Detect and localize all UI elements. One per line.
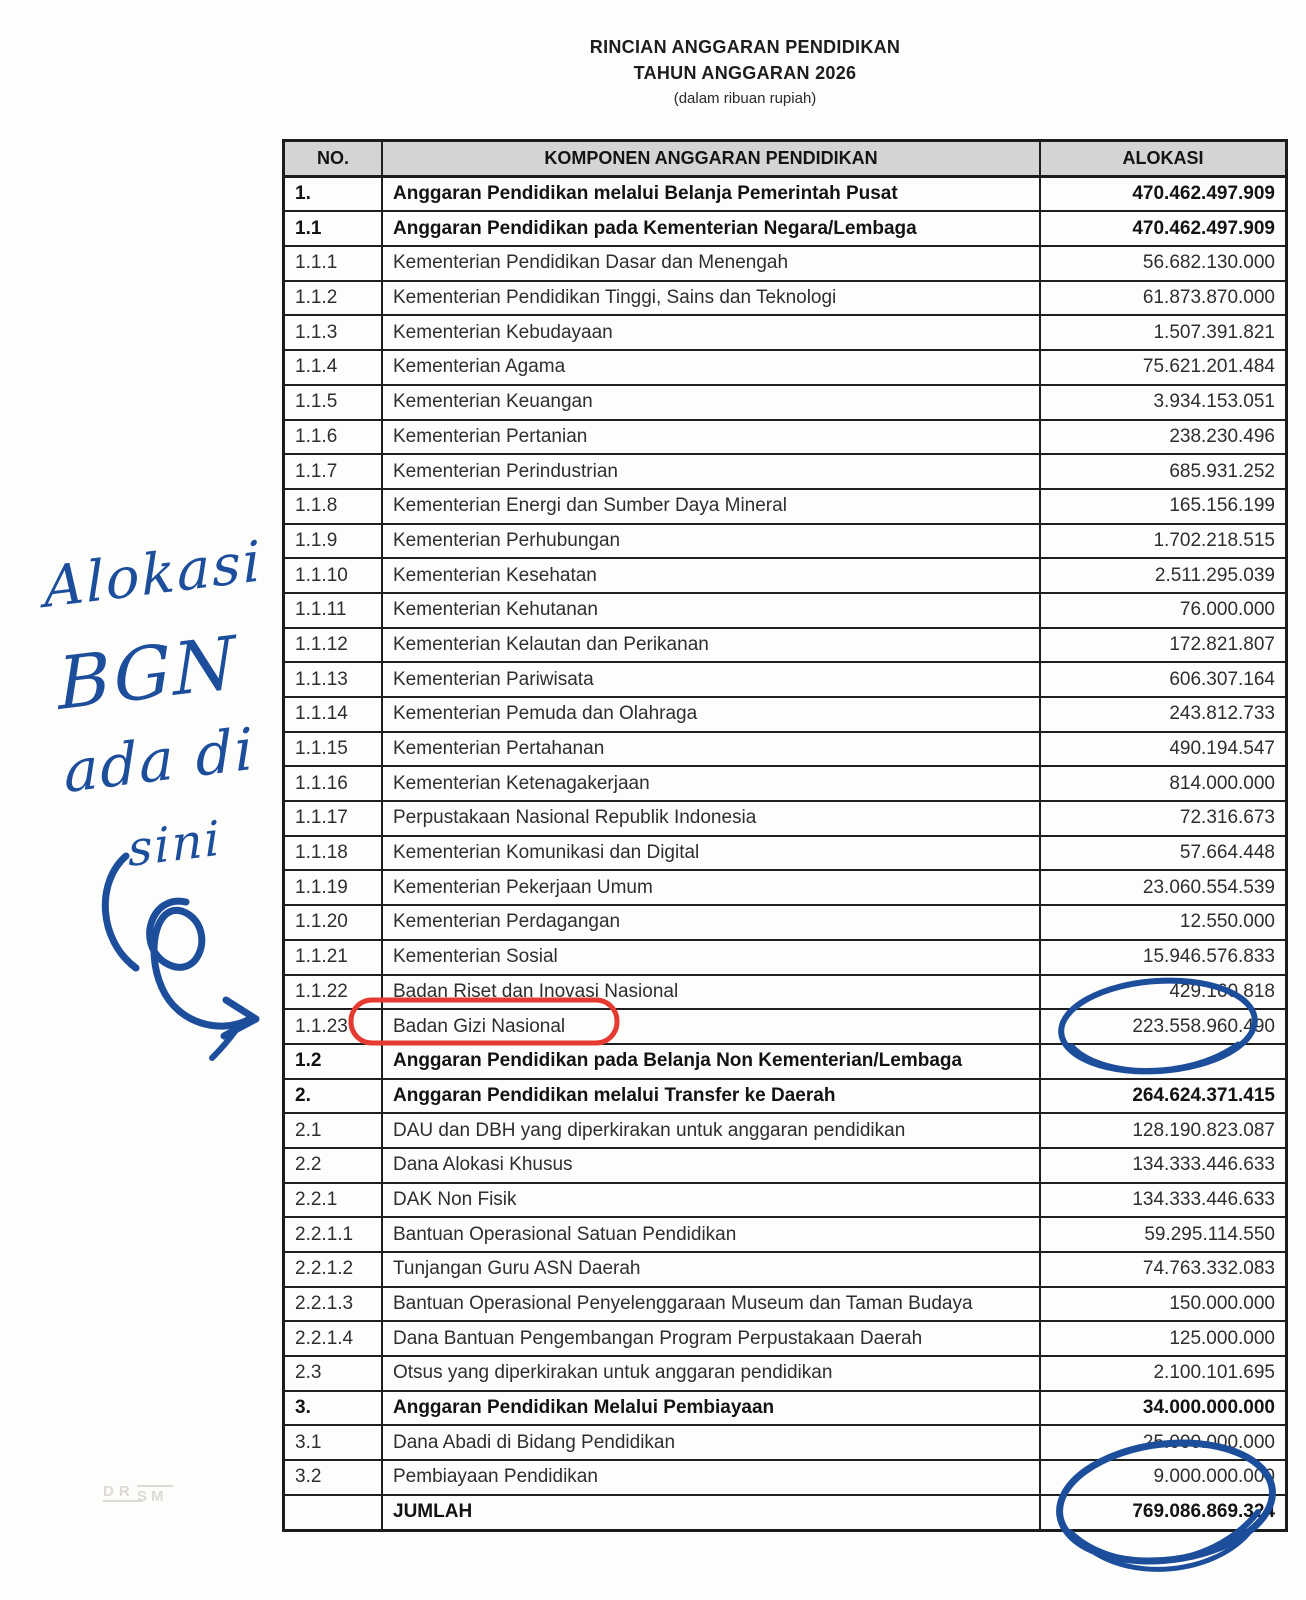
cell-alokasi: 15.946.576.833 xyxy=(1040,940,1287,975)
cell-no: 1.1.13 xyxy=(284,662,383,697)
cell-komponen: Anggaran Pendidikan pada Kementerian Negara/Lembaga xyxy=(382,211,1040,246)
cell-alokasi: 3.934.153.051 xyxy=(1040,385,1287,420)
table-row xyxy=(284,489,1287,524)
cell-alokasi: 75.621.201.484 xyxy=(1040,350,1287,385)
blue-ellipse-2-swoosh-b xyxy=(1088,1534,1248,1569)
cell-no: 1.1.10 xyxy=(284,558,383,593)
column-header-komponen: KOMPONEN ANGGARAN PENDIDIKAN xyxy=(382,141,1040,177)
cell-komponen: Kementerian Pemuda dan Olahraga xyxy=(382,697,1040,732)
table-row xyxy=(284,1495,1287,1530)
title-subtitle: (dalam ribuan rupiah) xyxy=(673,90,817,107)
table-row xyxy=(284,940,1287,975)
cell-alokasi: 25.000.000.000 xyxy=(1040,1425,1287,1460)
table-row xyxy=(284,1425,1287,1460)
table-row xyxy=(284,662,1287,697)
cell-alokasi: 34.000.000.000 xyxy=(1040,1391,1287,1426)
cell-alokasi: 2.100.101.695 xyxy=(1040,1356,1287,1391)
cell-no: 1.1.11 xyxy=(284,593,383,628)
cell-no: 1.1.16 xyxy=(284,766,383,801)
cell-no: 2.2 xyxy=(284,1148,383,1183)
cell-no: 1.1.8 xyxy=(284,489,383,524)
cell-alokasi: 12.550.000 xyxy=(1040,905,1287,940)
cell-alokasi: 125.000.000 xyxy=(1040,1321,1287,1356)
cell-alokasi: 134.333.446.633 xyxy=(1040,1148,1287,1183)
table-row xyxy=(284,905,1287,940)
cell-komponen: Bantuan Operasional Penyelenggaraan Museum dan Taman Budaya xyxy=(382,1287,1040,1322)
handwritten-note-line-1: Alokasi xyxy=(42,529,264,622)
cell-alokasi: 23.060.554.539 xyxy=(1040,870,1287,905)
table-row xyxy=(284,1356,1287,1391)
cell-no: 3.2 xyxy=(284,1460,383,1495)
cell-komponen: Kementerian Perdagangan xyxy=(382,905,1040,940)
table-row xyxy=(284,176,1287,211)
cell-komponen: Anggaran Pendidikan Melalui Pembiayaan xyxy=(382,1391,1040,1426)
cell-no: 1.1.4 xyxy=(284,350,383,385)
cell-komponen: Bantuan Operasional Satuan Pendidikan xyxy=(382,1217,1040,1252)
cell-alokasi: 1.702.218.515 xyxy=(1040,524,1287,559)
cell-no: 2. xyxy=(284,1079,383,1114)
cell-alokasi: 606.307.164 xyxy=(1040,662,1287,697)
handwritten-note-line-4: sini xyxy=(127,810,223,879)
cell-komponen: Dana Bantuan Pengembangan Program Perpustakaan Daerah xyxy=(382,1321,1040,1356)
cell-komponen: Anggaran Pendidikan pada Belanja Non Kementerian/Lembaga xyxy=(382,1044,1040,1079)
table-row xyxy=(284,1321,1287,1356)
cell-no: 1.1.18 xyxy=(284,836,383,871)
cell-komponen: Kementerian Perindustrian xyxy=(382,454,1040,489)
table-row xyxy=(284,281,1287,316)
cell-komponen: Kementerian Ketenagakerjaan xyxy=(382,766,1040,801)
handwritten-note-line-3: ada di xyxy=(62,714,257,807)
cell-no: 2.2.1.3 xyxy=(284,1287,383,1322)
cell-komponen: Dana Alokasi Khusus xyxy=(382,1148,1040,1183)
cell-no: 2.2.1.1 xyxy=(284,1217,383,1252)
column-header-alokasi: ALOKASI xyxy=(1040,141,1287,177)
cell-alokasi: 429.160.818 xyxy=(1040,975,1287,1010)
table-row xyxy=(284,697,1287,732)
cell-komponen: Kementerian Komunikasi dan Digital xyxy=(382,836,1040,871)
cell-no: 2.2.1 xyxy=(284,1183,383,1218)
cell-komponen: Badan Riset dan Inovasi Nasional xyxy=(382,975,1040,1010)
document-title xyxy=(267,34,1223,112)
cell-no: 1.1.5 xyxy=(284,385,383,420)
cell-no: 1.1.17 xyxy=(284,801,383,836)
table-header-row xyxy=(284,141,1287,177)
cell-alokasi: 59.295.114.550 xyxy=(1040,1217,1287,1252)
table-row xyxy=(284,732,1287,767)
cell-alokasi: 685.931.252 xyxy=(1040,454,1287,489)
cell-no: 2.3 xyxy=(284,1356,383,1391)
column-header-no: NO. xyxy=(284,141,383,177)
cell-komponen: Otsus yang diperkirakan untuk anggaran pendidikan xyxy=(382,1356,1040,1391)
cell-komponen: Kementerian Perhubungan xyxy=(382,524,1040,559)
cell-alokasi: 61.873.870.000 xyxy=(1040,281,1287,316)
cell-komponen: Kementerian Agama xyxy=(382,350,1040,385)
cell-komponen: Kementerian Kelautan dan Perikanan xyxy=(382,628,1040,663)
watermark-top: DR xyxy=(103,1484,143,1502)
table-row xyxy=(284,524,1287,559)
cell-no: 3. xyxy=(284,1391,383,1426)
cell-no: 1.1.19 xyxy=(284,870,383,905)
cell-no: 1.1.23 xyxy=(284,1009,383,1044)
cell-no: 1.1.22 xyxy=(284,975,383,1010)
table-row xyxy=(284,1113,1287,1148)
table-row xyxy=(284,385,1287,420)
cell-komponen: Kementerian Kesehatan xyxy=(382,558,1040,593)
cell-komponen: Anggaran Pendidikan melalui Belanja Pemerintah Pusat xyxy=(382,176,1040,211)
table-row xyxy=(284,766,1287,801)
cell-komponen: JUMLAH xyxy=(382,1495,1040,1530)
table-row xyxy=(284,1391,1287,1426)
cell-no: 1.1.20 xyxy=(284,905,383,940)
cell-no: 1.1.6 xyxy=(284,420,383,455)
handwritten-note-line-2: BGN xyxy=(56,619,239,727)
cell-no: 1.1.9 xyxy=(284,524,383,559)
table-row xyxy=(284,1079,1287,1114)
cell-alokasi: 134.333.446.633 xyxy=(1040,1183,1287,1218)
cell-no: 1.1.2 xyxy=(284,281,383,316)
cell-alokasi: 238.230.496 xyxy=(1040,420,1287,455)
cell-komponen: Kementerian Kebudayaan xyxy=(382,315,1040,350)
cell-komponen: Pembiayaan Pendidikan xyxy=(382,1460,1040,1495)
table-row xyxy=(284,1217,1287,1252)
handwritten-arrow xyxy=(105,856,256,1058)
cell-alokasi: 243.812.733 xyxy=(1040,697,1287,732)
cell-alokasi: 74.763.332.083 xyxy=(1040,1252,1287,1287)
cell-komponen: Tunjangan Guru ASN Daerah xyxy=(382,1252,1040,1287)
cell-alokasi: 2.511.295.039 xyxy=(1040,558,1287,593)
table-row xyxy=(284,836,1287,871)
cell-komponen: Kementerian Pariwisata xyxy=(382,662,1040,697)
cell-alokasi: 814.000.000 xyxy=(1040,766,1287,801)
cell-no: 1.1 xyxy=(284,211,383,246)
table-row xyxy=(284,1460,1287,1495)
cell-komponen: Badan Gizi Nasional xyxy=(382,1009,1040,1044)
table-row xyxy=(284,628,1287,663)
cell-alokasi: 264.624.371.415 xyxy=(1040,1079,1287,1114)
cell-no: 2.2.1.2 xyxy=(284,1252,383,1287)
table-row xyxy=(284,1148,1287,1183)
table-row xyxy=(284,315,1287,350)
table-row xyxy=(284,420,1287,455)
table-row xyxy=(284,211,1287,246)
cell-komponen: Kementerian Pekerjaan Umum xyxy=(382,870,1040,905)
cell-komponen: Kementerian Pendidikan Tinggi, Sains dan Teknologi xyxy=(382,281,1040,316)
cell-no xyxy=(284,1495,383,1530)
arrow-head xyxy=(224,1000,256,1036)
table-row xyxy=(284,454,1287,489)
cell-no: 1.2 xyxy=(284,1044,383,1079)
cell-no: 3.1 xyxy=(284,1425,383,1460)
table-row xyxy=(284,975,1287,1010)
cell-komponen: Kementerian Pertanian xyxy=(382,420,1040,455)
cell-alokasi: 165.156.199 xyxy=(1040,489,1287,524)
cell-komponen: Kementerian Kehutanan xyxy=(382,593,1040,628)
cell-no: 1.1.1 xyxy=(284,246,383,281)
table-row xyxy=(284,801,1287,836)
cell-komponen: Kementerian Pertahanan xyxy=(382,732,1040,767)
table-row xyxy=(284,246,1287,281)
cell-alokasi: 1.507.391.821 xyxy=(1040,315,1287,350)
cell-alokasi: 128.190.823.087 xyxy=(1040,1113,1287,1148)
cell-no: 1.1.7 xyxy=(284,454,383,489)
cell-no: 1. xyxy=(284,176,383,211)
cell-alokasi: 490.194.547 xyxy=(1040,732,1287,767)
cell-alokasi: 223.558.960.490 xyxy=(1040,1009,1287,1044)
table-row xyxy=(284,1044,1287,1079)
cell-alokasi: 57.664.448 xyxy=(1040,836,1287,871)
table-row xyxy=(284,593,1287,628)
cell-komponen: Perpustakaan Nasional Republik Indonesia xyxy=(382,801,1040,836)
table-row xyxy=(284,1183,1287,1218)
cell-no: 2.1 xyxy=(284,1113,383,1148)
cell-alokasi xyxy=(1040,1044,1287,1079)
cell-komponen: Kementerian Energi dan Sumber Daya Mineral xyxy=(382,489,1040,524)
cell-alokasi: 470.462.497.909 xyxy=(1040,211,1287,246)
cell-komponen: Kementerian Sosial xyxy=(382,940,1040,975)
cell-alokasi: 172.821.807 xyxy=(1040,628,1287,663)
cell-komponen: Anggaran Pendidikan melalui Transfer ke Daerah xyxy=(382,1079,1040,1114)
watermark-logo xyxy=(103,1484,173,1504)
cell-alokasi: 470.462.497.909 xyxy=(1040,176,1287,211)
title-line-1: RINCIAN ANGGARAN PENDIDIKAN xyxy=(589,37,901,57)
cell-alokasi: 9.000.000.000 xyxy=(1040,1460,1287,1495)
arrow-tail-overshoot xyxy=(212,1030,236,1058)
cell-komponen: DAU dan DBH yang diperkirakan untuk anggaran pendidikan xyxy=(382,1113,1040,1148)
cell-no: 1.1.12 xyxy=(284,628,383,663)
table-row xyxy=(284,350,1287,385)
cell-no: 1.1.21 xyxy=(284,940,383,975)
cell-no: 1.1.15 xyxy=(284,732,383,767)
cell-alokasi: 769.086.869.324 xyxy=(1040,1495,1287,1530)
table-row xyxy=(284,1252,1287,1287)
title-line-2: TAHUN ANGGARAN 2026 xyxy=(633,63,857,83)
table-row xyxy=(284,558,1287,593)
table-row xyxy=(284,1287,1287,1322)
table-row xyxy=(284,1009,1287,1044)
cell-no: 2.2.1.4 xyxy=(284,1321,383,1356)
cell-komponen: Dana Abadi di Bidang Pendidikan xyxy=(382,1425,1040,1460)
cell-no: 1.1.3 xyxy=(284,315,383,350)
watermark-bottom: SM xyxy=(137,1485,173,1504)
cell-komponen: DAK Non Fisik xyxy=(382,1183,1040,1218)
cell-no: 1.1.14 xyxy=(284,697,383,732)
arrow-shaft xyxy=(150,901,248,1026)
cell-komponen: Kementerian Pendidikan Dasar dan Menengah xyxy=(382,246,1040,281)
budget-table xyxy=(282,139,1288,1532)
cell-alokasi: 150.000.000 xyxy=(1040,1287,1287,1322)
cell-alokasi: 56.682.130.000 xyxy=(1040,246,1287,281)
cell-alokasi: 72.316.673 xyxy=(1040,801,1287,836)
budget-table-body xyxy=(284,176,1287,1530)
cell-alokasi: 76.000.000 xyxy=(1040,593,1287,628)
table-row xyxy=(284,870,1287,905)
cell-komponen: Kementerian Keuangan xyxy=(382,385,1040,420)
